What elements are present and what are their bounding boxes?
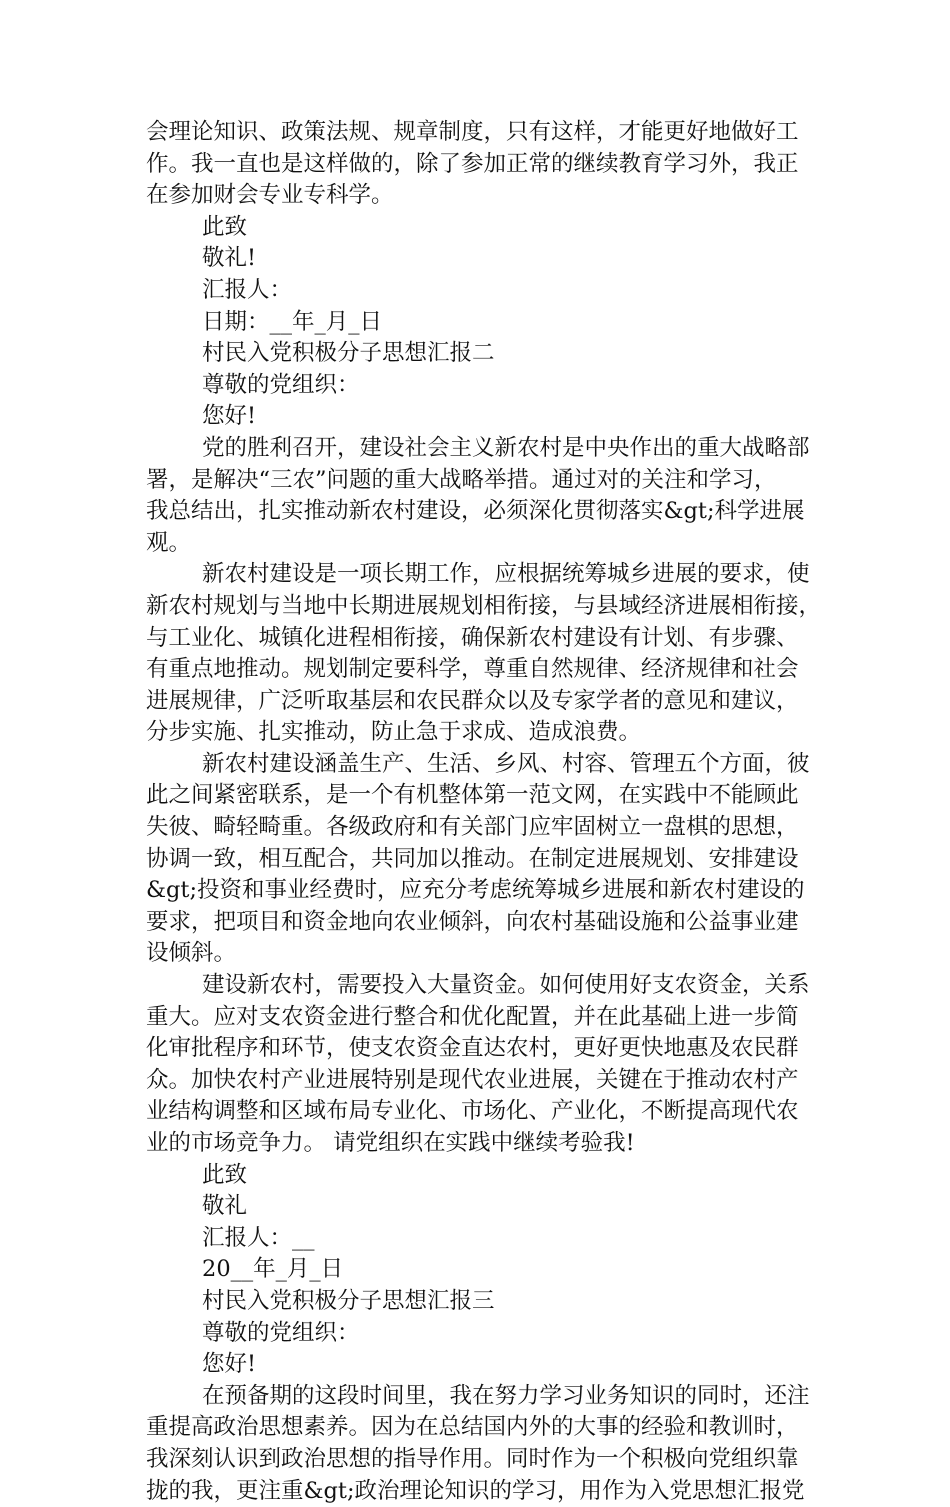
text-line: 此致 [202, 1161, 248, 1188]
text-line: 观。 [146, 529, 192, 556]
text-line: 村民入党积极分子思想汇报三 [202, 1287, 495, 1314]
text-line: 众。加快农村产业进展特别是现代农业进展，关键在于推动农村产 [146, 1066, 799, 1093]
text-line: 进展规律，广泛听取基层和农民群众以及专家学者的意见和建议， [146, 687, 799, 714]
text-line: 汇报人： [202, 276, 293, 303]
text-line: 署，是解决“三农”问题的重大战略举措。通过对的关注和学习， [146, 466, 777, 493]
text-line: 化审批程序和环节，使支农资金直达农村，更好更快地惠及农民群 [146, 1035, 799, 1062]
text-line: 日期：__年_月_日 [202, 308, 383, 335]
text-line: 党的胜利召开，建设社会主义新农村是中央作出的重大战略部 [202, 434, 810, 461]
text-line: 新农村建设是一项长期工作，应根据统筹城乡进展的要求，使 [202, 561, 810, 588]
text-line: 汇报人：__ [202, 1224, 315, 1251]
text-line: 您好! [202, 403, 257, 430]
text-line: 分步实施、扎实推动，防止急于求成、造成浪费。 [146, 719, 642, 746]
text-line: &gt;投资和事业经费时，应充分考虑统筹城乡进展和新农村建设的 [146, 877, 805, 904]
text-line: 设倾斜。 [146, 940, 237, 967]
text-line: 与工业化、城镇化进程相衔接，确保新农村建设有计划、有步骤、 [146, 624, 799, 651]
text-line: 新农村规划与当地中长期进展规划相衔接，与县域经济进展相衔接， [146, 592, 822, 619]
text-line: 此之间紧密联系，是一个有机整体第一范文网，在实践中不能顾此 [146, 782, 799, 809]
text-line: 有重点地推动。规划制定要科学，尊重自然规律、经济规律和社会 [146, 656, 799, 683]
document-body [146, 117, 826, 1507]
text-line: 我总结出，扎实推动新农村建设，必须深化贯彻落实&gt;科学进展 [146, 498, 805, 525]
text-line: 会理论知识、政策法规、规章制度，只有这样，才能更好地做好工 [146, 119, 799, 145]
text-line: 作。我一直也是这样做的，除了参加正常的继续教育学习外，我正 [146, 150, 799, 177]
text-line: 拢的我，更注重&gt;政治理论知识的学习，用作为入党思想汇报党 [146, 1477, 805, 1504]
text-line: 尊敬的党组织： [202, 371, 360, 398]
text-line: 业结构调整和区域布局专业化、市场化、产业化，不断提高现代农 [146, 1098, 799, 1125]
text-line: 要求，把项目和资金地向农业倾斜，向农村基础设施和公益事业建 [146, 908, 799, 935]
text-line: 敬礼 [202, 1193, 248, 1220]
text-line: 尊敬的党组织： [202, 1319, 360, 1346]
text-line: 我深刻认识到政治思想的指导作用。同时作为一个积极向党组织靠 [146, 1445, 799, 1472]
text-line: 20__年_月_日 [202, 1256, 344, 1283]
text-line: 在参加财会专业专科学。 [146, 182, 394, 209]
text-line: 失彼、畸轻畸重。各级政府和有关部门应牢固树立一盘棋的思想， [146, 814, 799, 841]
text-line: 新农村建设涵盖生产、生活、乡风、村容、管理五个方面，彼 [202, 750, 810, 777]
text-line: 村民入党积极分子思想汇报二 [202, 340, 495, 367]
text-line: 协调一致，相互配合，共同加以推动。在制定进展规划、安排建设 [146, 845, 799, 872]
text-line: 此致 [202, 213, 248, 240]
text-line: 建设新农村，需要投入大量资金。如何使用好支农资金，关系 [202, 972, 810, 999]
text-line: 敬礼! [202, 245, 257, 272]
text-line: 业的市场竞争力。 请党组织在实践中继续考验我! [146, 1130, 635, 1156]
text-line: 您好! [202, 1351, 257, 1378]
text-line: 在预备期的这段时间里，我在努力学习业务知识的同时，还注 [202, 1382, 810, 1409]
text-line: 重大。应对支农资金进行整合和优化配置，并在此基础上进一步简 [146, 1003, 799, 1030]
text-line: 重提高政治思想素养。因为在总结国内外的大事的经验和教训时， [146, 1414, 799, 1441]
